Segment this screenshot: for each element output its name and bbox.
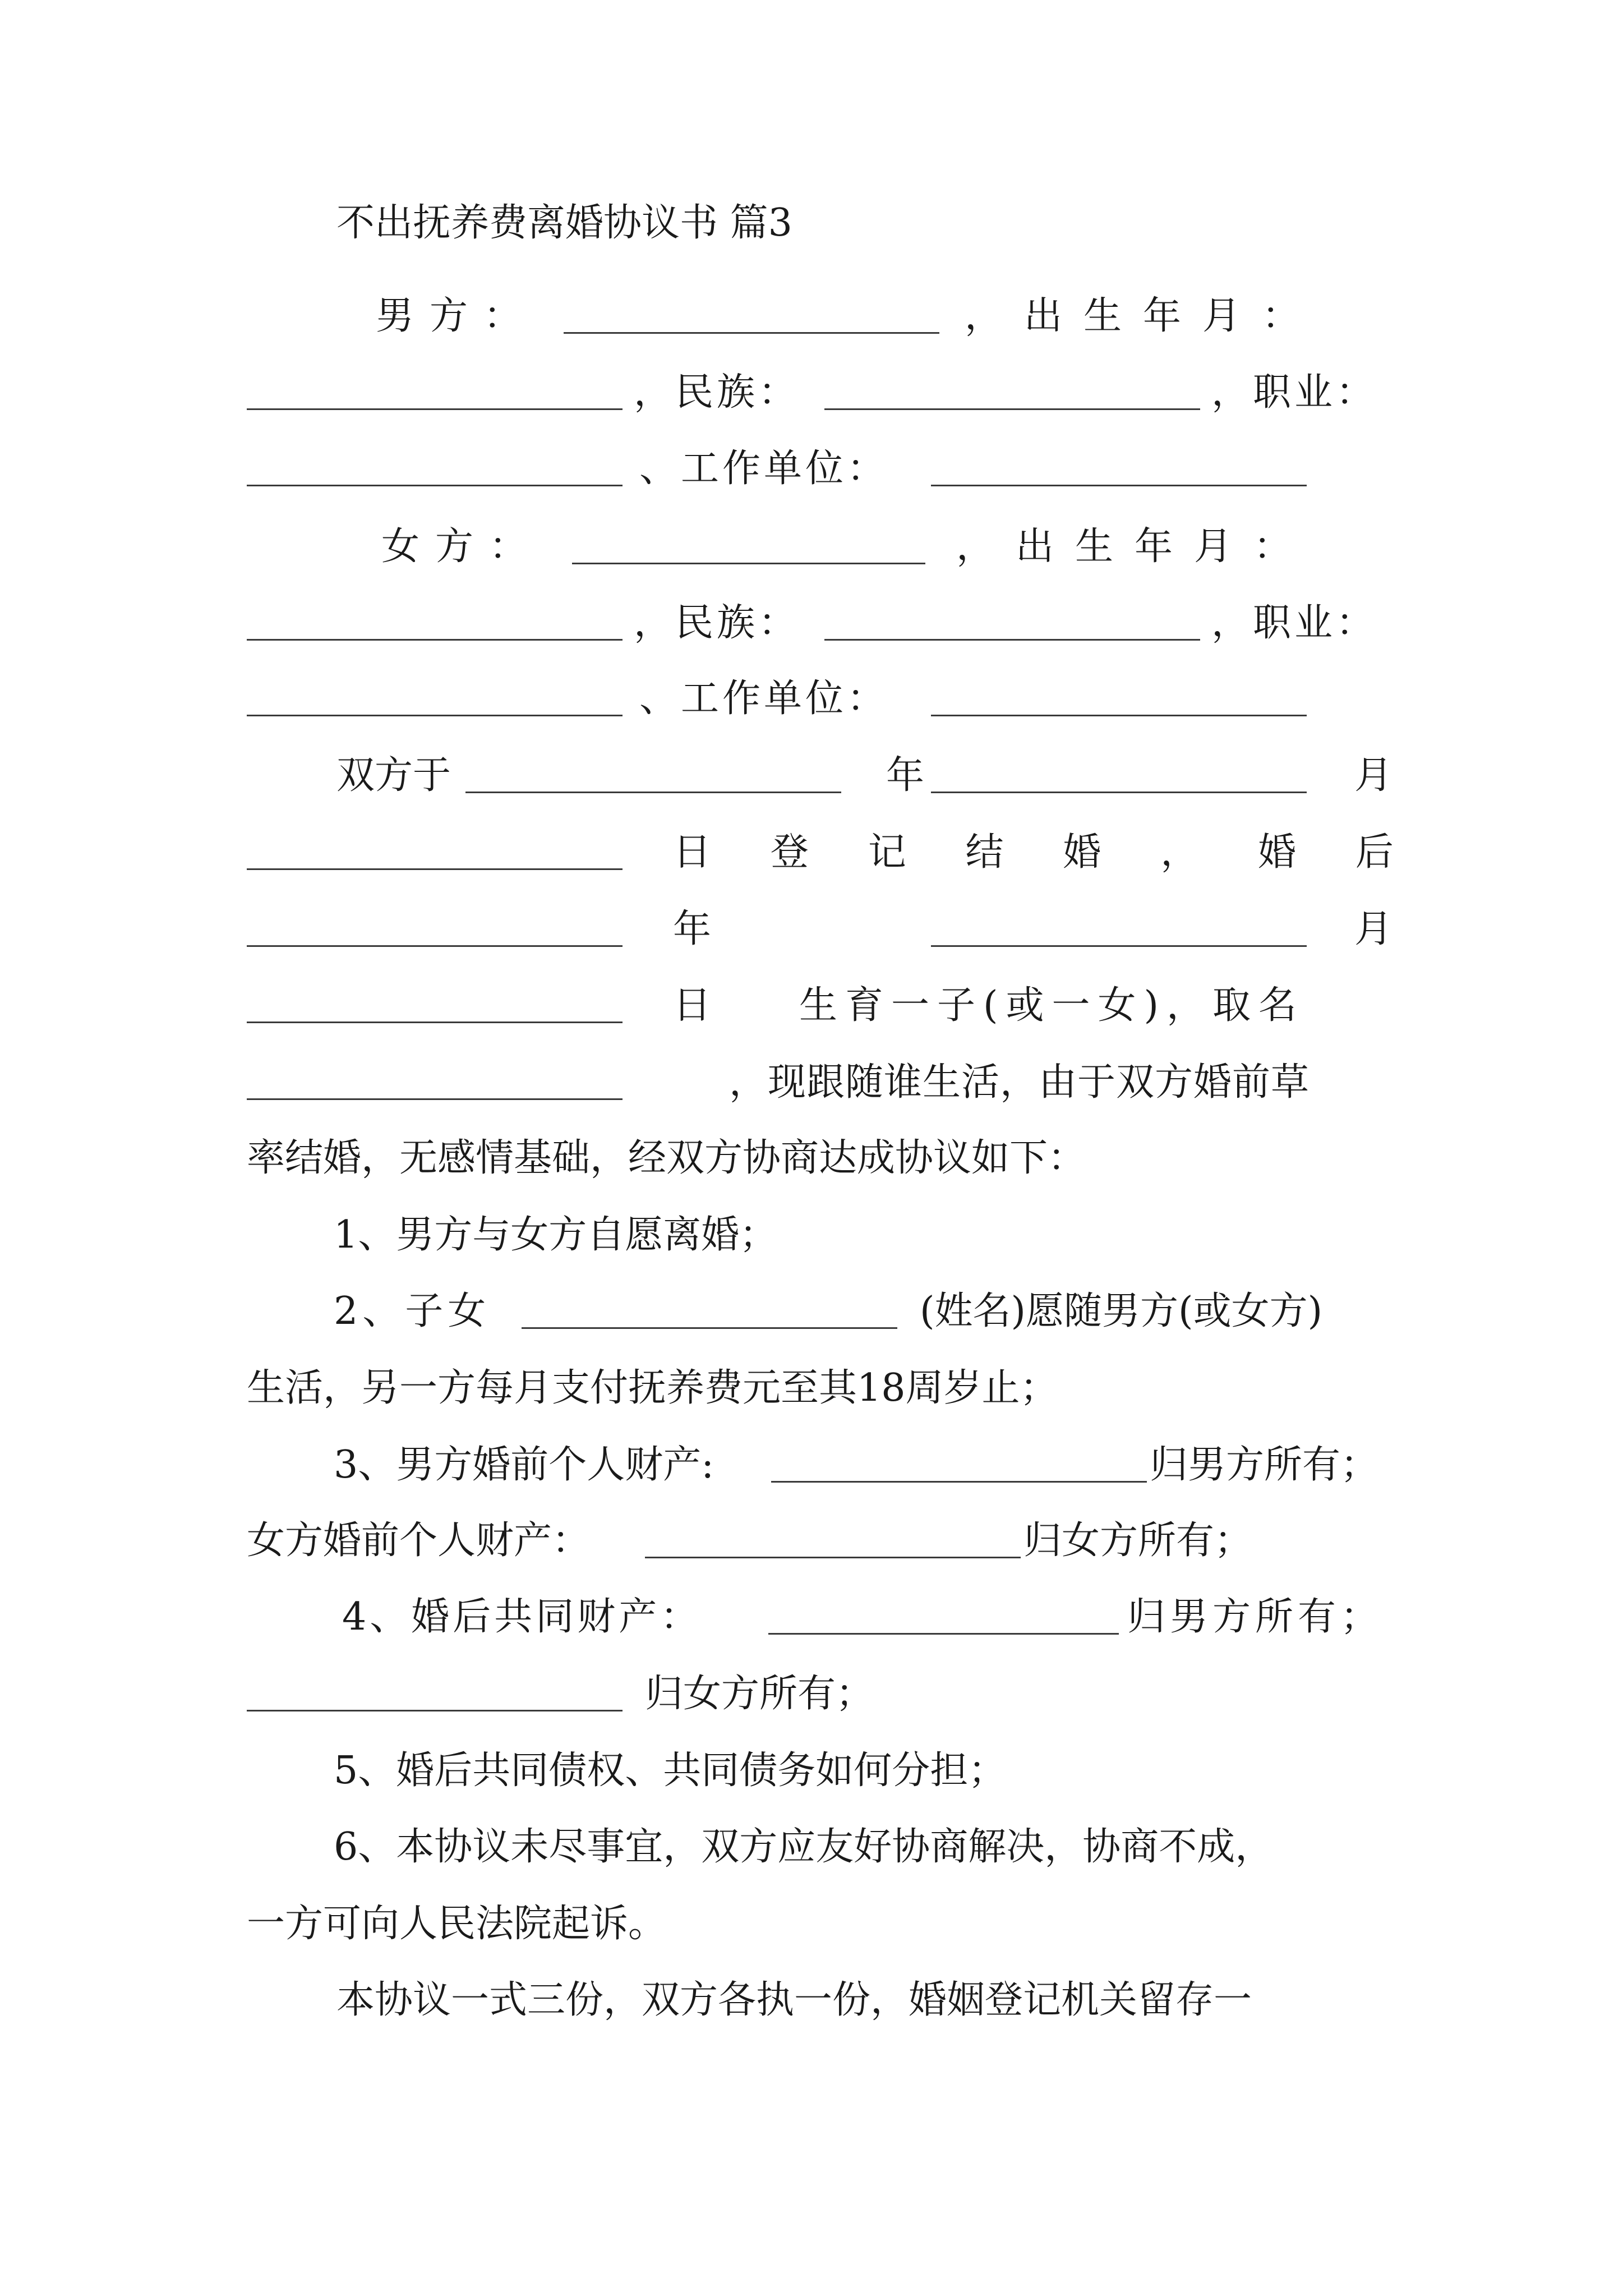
male-line-1 (247, 288, 1391, 344)
male-ethnicity-blank[interactable] (824, 408, 1200, 410)
joint-property-male-blank[interactable] (768, 1633, 1119, 1635)
female-line-3 (247, 671, 1391, 727)
clause-6-court: 一方可向人民法院起诉。 (247, 1902, 667, 1946)
male-line-3 (247, 441, 1391, 497)
child-name-blank-2[interactable] (522, 1327, 897, 1329)
child-name-blank[interactable] (247, 1098, 623, 1100)
female-birth-label: ，出生年月： (956, 524, 1313, 569)
child-month-blank[interactable] (931, 945, 1307, 947)
female-work-label: 、工作单位： (639, 677, 889, 721)
marriage-registered-text (673, 825, 1394, 881)
marriage-line-6 (247, 1130, 1391, 1186)
clause-1-line (247, 1207, 1391, 1263)
clause-2-prefix: 2、子女 (334, 1289, 491, 1333)
clause-3-line-2 (247, 1513, 1391, 1569)
marriage-reason-text: 率结婚，无感情基础，经双方协商达成协议如下： (247, 1136, 1086, 1180)
document-title-line (247, 195, 1391, 251)
female-line-2 (247, 595, 1391, 651)
female-ethnicity-blank[interactable] (824, 639, 1200, 641)
female-occupation-blank[interactable] (247, 715, 623, 716)
marriage-line-1 (247, 748, 1391, 804)
male-work-blank[interactable] (931, 485, 1307, 486)
clause-2-support: 生活，另一方每月支付抚养费元至其18周岁止； (247, 1366, 1058, 1410)
clause-2-line-2 (247, 1360, 1391, 1416)
clause-3-female-label: 女方婚前个人财产： (247, 1519, 591, 1563)
clause-5: 5、婚后共同债权、共同债务如何分担； (334, 1749, 1007, 1793)
clause-6-line-2 (247, 1896, 1391, 1952)
clause-6-text: 6、本协议未尽事宜，双方应友好协商解决，协商不成， (334, 1825, 1274, 1869)
male-work-label: 、工作单位： (639, 447, 889, 491)
clause-3-male-owner: 归男方所有； (1150, 1443, 1379, 1487)
female-work-blank[interactable] (931, 715, 1307, 716)
registered-char: 婚 (1258, 830, 1297, 875)
child-birth-text: 生育一子(或一女)，取名 (799, 983, 1305, 1028)
marriage-month-blank[interactable] (931, 792, 1307, 793)
female-label: 女方： (381, 524, 543, 569)
clause-4-label: 4、婚后共同财产： (342, 1595, 702, 1639)
clause-5-line (247, 1743, 1391, 1799)
clause-3-female-owner: 归女方所有； (1023, 1519, 1253, 1563)
marriage-line-4 (247, 978, 1391, 1034)
clause-2-line-1 (247, 1283, 1391, 1340)
male-birth-blank[interactable] (247, 408, 623, 410)
final-line (247, 1972, 1391, 2028)
marriage-year-blank[interactable] (465, 792, 841, 793)
child-year-blank[interactable] (247, 945, 623, 947)
clause-4-line-2 (247, 1666, 1391, 1722)
agreement-copies-text: 本协议一式三份，双方各执一份，婚姻登记机关留存一 (336, 1978, 1252, 2022)
clause-4-male-owner: 归男方所有； (1127, 1595, 1384, 1639)
female-occupation-label: ，职业： (1211, 601, 1378, 645)
clause-3-line-1 (247, 1437, 1391, 1493)
child-day-blank[interactable] (247, 1022, 623, 1023)
male-name-blank[interactable] (564, 332, 939, 334)
joint-property-female-blank[interactable] (247, 1710, 623, 1711)
clause-4-female-owner: 归女方所有； (645, 1672, 874, 1716)
marriage-line-2 (247, 825, 1394, 881)
registered-char: 登 (770, 830, 809, 875)
male-property-blank[interactable] (771, 1481, 1147, 1483)
female-name-blank[interactable] (572, 563, 925, 564)
marriage-day-blank[interactable] (247, 868, 623, 870)
male-ethnicity-label: ，民族： (634, 370, 800, 415)
male-occupation-blank[interactable] (247, 485, 623, 486)
marriage-line-5 (247, 1055, 1391, 1111)
marriage-month-label: 月 (1354, 753, 1393, 798)
child-living-text: ，现跟随谁生活，由于双方婚前草 (729, 1060, 1310, 1105)
clause-1: 1、男方与女方自愿离婚； (334, 1213, 778, 1257)
marriage-intro: 双方于 (336, 753, 451, 798)
clause-4-line-1 (247, 1589, 1391, 1645)
female-ethnicity-label: ，民族： (634, 601, 800, 645)
registered-char: 婚 (1063, 830, 1101, 875)
male-occupation-label: ，职业： (1211, 370, 1378, 415)
male-birth-label: ，出生年月： (965, 294, 1322, 338)
child-day-label: 日 (673, 983, 712, 1028)
marriage-year-label: 年 (886, 753, 925, 798)
document-title: 不出抚养费离婚协议书 篇3 (336, 201, 792, 245)
male-label: 男方： (376, 294, 538, 338)
male-line-2 (247, 365, 1391, 421)
registered-char: ， (1160, 830, 1199, 875)
clause-3-male-label: 3、男方婚前个人财产: (334, 1443, 714, 1487)
clause-6-line-1 (247, 1819, 1391, 1875)
marriage-line-3 (247, 901, 1391, 958)
registered-char: 结 (965, 830, 1004, 875)
child-month-label: 月 (1354, 907, 1393, 951)
female-property-blank[interactable] (645, 1557, 1021, 1558)
female-line-1 (247, 519, 1391, 575)
registered-char: 记 (868, 830, 906, 875)
female-birth-blank[interactable] (247, 639, 623, 641)
clause-2-suffix: (姓名)愿随男方(或女方) (920, 1289, 1323, 1333)
registered-char: 后 (1355, 830, 1394, 875)
child-year-label: 年 (673, 907, 712, 951)
registered-char: 日 (673, 830, 712, 875)
